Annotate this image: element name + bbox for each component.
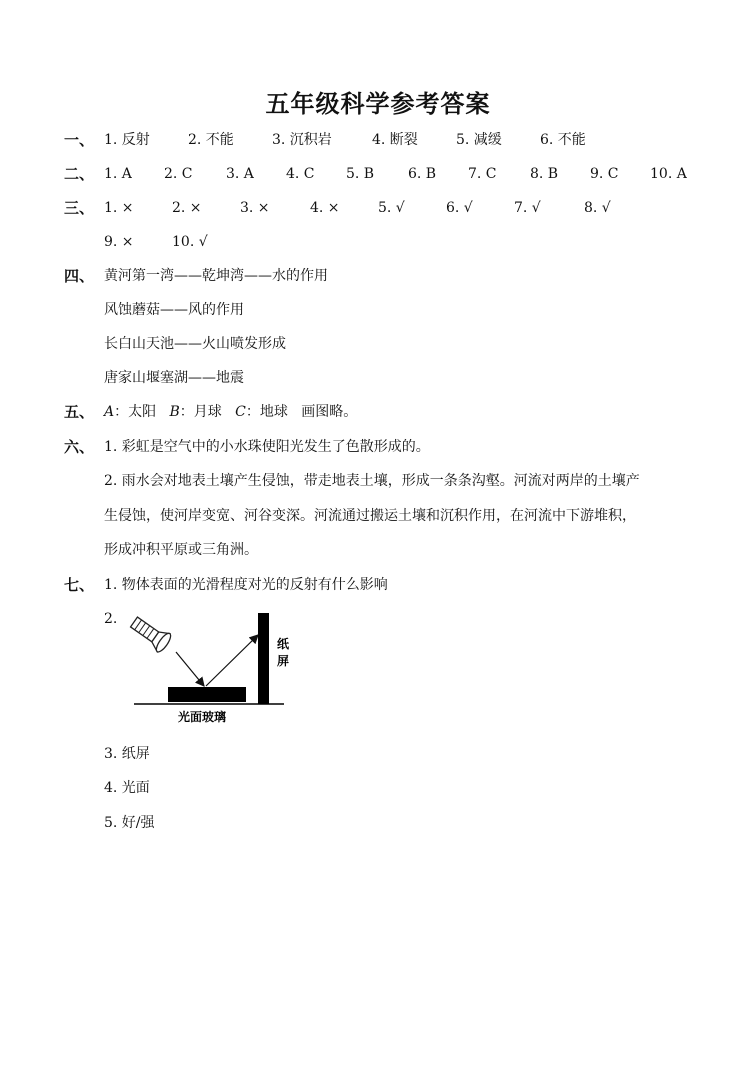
s2-item-2: 2. C: [164, 166, 193, 182]
section-7-label: 七、: [64, 576, 95, 594]
s7-q5: 5. 好/强: [104, 815, 155, 831]
section-2-label: 二、: [64, 165, 95, 183]
reflection-diagram-svg: [120, 608, 290, 728]
s4-line-4: 唐家山堰塞湖——地震: [104, 370, 244, 386]
screen-label-2: 屏: [277, 654, 290, 668]
s6-q1: 1. 彩虹是空气中的小水珠使阳光发生了色散形成的。: [104, 439, 430, 455]
s1-item-5: 5. 减缓: [456, 132, 502, 148]
page-title: 五年级科学参考答案: [265, 90, 491, 118]
s2-item-9: 9. C: [590, 166, 619, 182]
s3-item-2: 2. ×: [172, 200, 202, 216]
s1-item-1: 1. 反射: [104, 132, 150, 148]
s3-item-3: 3. ×: [240, 200, 270, 216]
s6-q2-line-2: 生侵蚀，使河岸变宽、河谷变深。河流通过搬运土壤和沉积作用，在河流中下游堆积，: [104, 508, 636, 524]
s7-q4: 4. 光面: [104, 780, 150, 796]
s6-q2-line-3: 形成冲积平原或三角洲。: [104, 542, 258, 558]
s3-item-8: 8. √: [584, 200, 611, 216]
s2-item-10: 10. A: [650, 166, 687, 182]
s3-item-5: 5. √: [378, 200, 405, 216]
s3-item-1: 1. ×: [104, 200, 134, 216]
s5-line: [104, 402, 357, 422]
flashlight-icon: [128, 613, 173, 654]
reflection-diagram: [120, 608, 290, 728]
section-3-label: 三、: [64, 199, 95, 217]
s1-item-6: 6. 不能: [540, 132, 586, 148]
s6-q2-line-1: 2. 雨水会对地表土壤产生侵蚀，带走地表土壤，形成一条条沟壑。河流对两岸的土壤产: [104, 473, 640, 489]
s1-item-4: 4. 断裂: [372, 132, 418, 148]
s5-b-key: B: [169, 404, 180, 420]
s2-item-6: 6. B: [408, 166, 437, 182]
s2-item-3: 3. A: [226, 166, 254, 182]
s5-a-val: ：太阳: [114, 404, 157, 420]
s3-item-7: 7. √: [514, 200, 541, 216]
s2-item-7: 7. C: [468, 166, 497, 182]
reflected-ray: [206, 635, 258, 686]
s7-q3: 3. 纸屏: [104, 746, 150, 762]
screen-label-1: 纸: [277, 637, 290, 651]
s2-item-1: 1. A: [104, 166, 132, 182]
s3-item-9: 9. ×: [104, 234, 134, 250]
paper-screen: [258, 613, 269, 704]
s5-a-key: A: [104, 404, 115, 420]
s1-item-3: 3. 沉积岩: [272, 132, 332, 148]
glass-block: [168, 687, 246, 702]
s1-item-2: 2. 不能: [188, 132, 234, 148]
s7-q1: 1. 物体表面的光滑程度对光的反射有什么影响: [104, 577, 388, 593]
section-5-label: 五、: [64, 403, 95, 421]
s5-c-key: C: [235, 404, 246, 420]
section-4-label: 四、: [64, 267, 95, 285]
s5-c-val: ：地球: [245, 404, 288, 420]
s2-item-4: 4. C: [286, 166, 315, 182]
section-1-label: 一、: [64, 131, 95, 149]
s4-line-3: 长白山天池——火山喷发形成: [104, 336, 286, 352]
s2-item-5: 5. B: [346, 166, 375, 182]
glass-label: 光面玻璃: [178, 710, 227, 724]
s5-note: 画图略。: [301, 404, 358, 420]
s3-item-10: 10. √: [172, 234, 208, 250]
s7-q2: 2.: [104, 611, 118, 627]
s5-b-val: ：月球: [179, 404, 222, 420]
s4-line-2: 风蚀蘑菇——风的作用: [104, 302, 244, 318]
s2-item-8: 8. B: [530, 166, 559, 182]
s4-line-1: 黄河第一湾——乾坤湾——水的作用: [104, 268, 328, 284]
s3-item-6: 6. √: [446, 200, 473, 216]
s3-item-4: 4. ×: [310, 200, 340, 216]
section-6-label: 六、: [64, 438, 95, 456]
incident-ray: [176, 652, 204, 686]
